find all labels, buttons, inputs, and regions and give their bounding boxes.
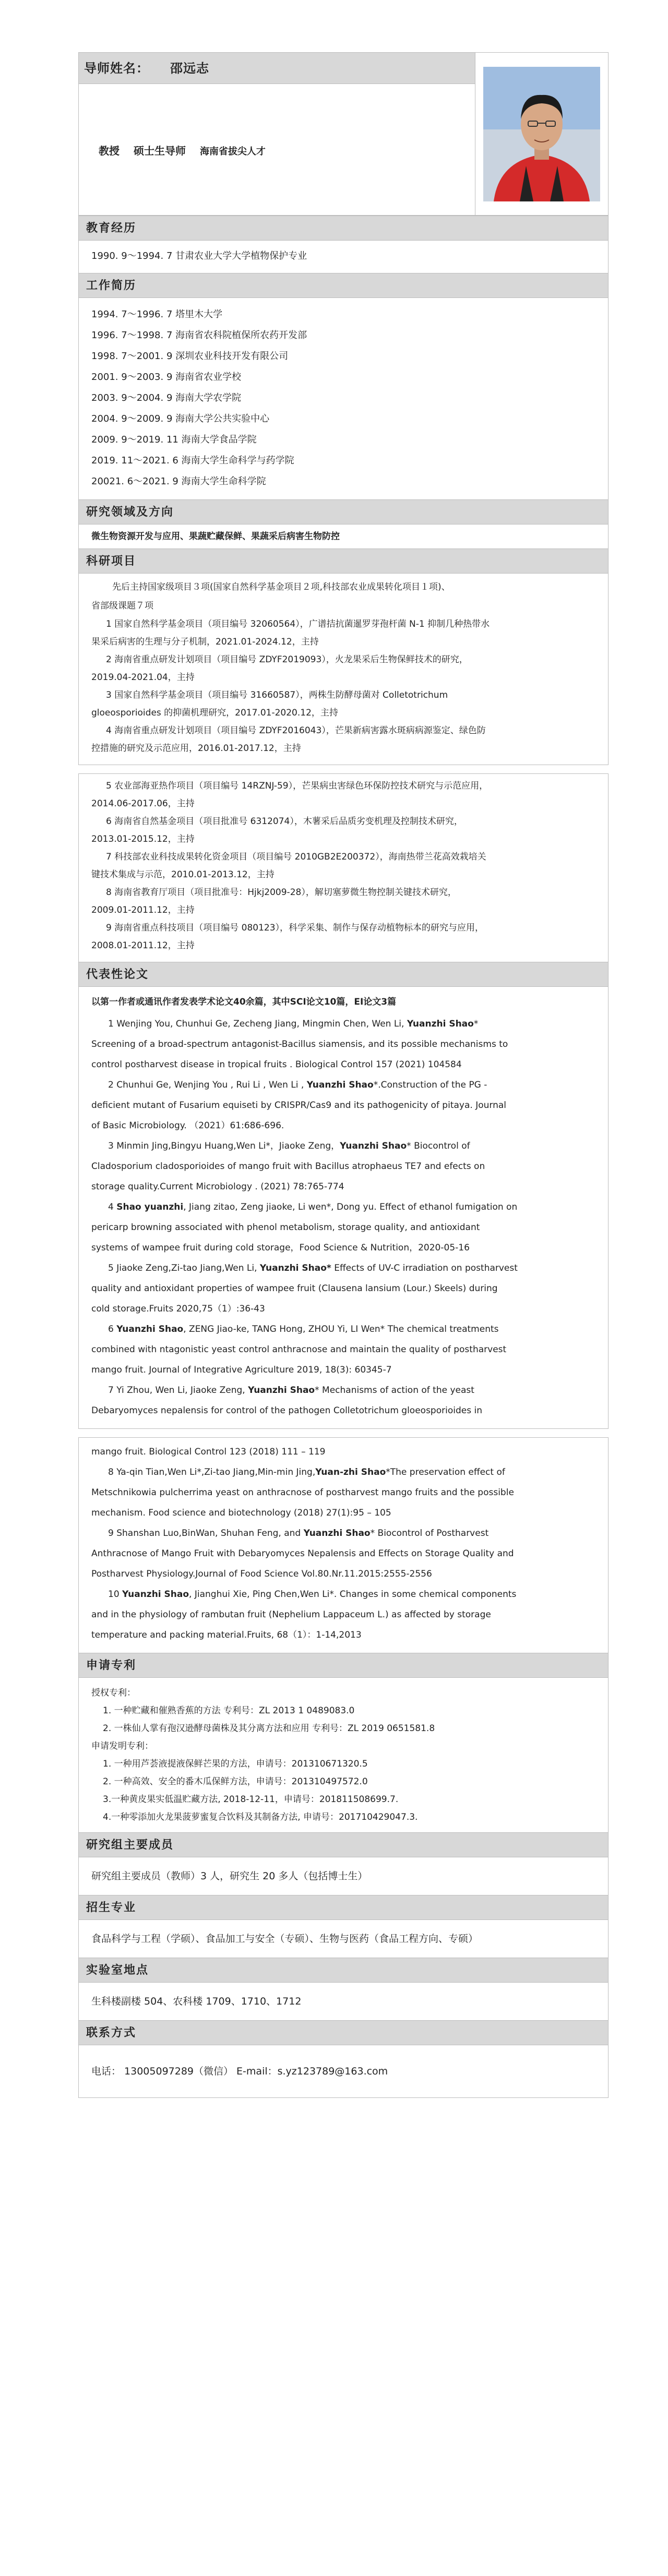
publication-rest: *The preservation effect of [386,1467,505,1477]
publication-item [91,1319,595,1380]
work-item: 20021. 6～2021. 9 海南大学生命科学院 [91,476,266,487]
publication-line: of Basic Microbiology. （2021）61:686-696. [91,1120,284,1131]
publication-item [91,1523,595,1584]
contact-text: 电话： 13005097289（微信） E-mail：s.yz123789@163.com [91,2066,388,2077]
profile-header [79,53,608,216]
publication-rest: * Mechanisms of action of the yeast [315,1385,474,1396]
profile-card-3 [78,1437,609,2098]
team-heading: 研究组主要成员 [79,1832,608,1857]
publication-author-highlight: Yuanzhi Shao [407,1019,474,1029]
publication-rest: , Jianghui Xie, Ping Chen,Wen Li*. Changes in some chemical components [189,1589,517,1600]
publication-authors: 2 Chunhui Ge, Wenjing You , Rui Li , Wen Li , [108,1080,307,1090]
project-item [91,884,595,919]
project-line: 2019.04-2021.04，主持 [91,672,195,683]
publication-line [91,1319,595,1340]
profile-card-2 [78,773,609,1429]
project-line: 8 海南省教育厅项目（项目批准号：Hjkj2009-28），解切塞萝微生物控制关键技术研究， [106,887,457,898]
title-master-supervisor: 硕士生导师 [133,145,186,157]
work-heading: 工作简历 [79,273,608,298]
publication-author-highlight: Yuan-zhi Shao [315,1467,386,1477]
publications-heading: 代表性论文 [79,962,608,987]
project-line: gloeosporioides 的抑菌机理研究，2017.01-2020.12，主持 [91,708,338,718]
project-line: 键技术集成与示范，2010.01-2013.12，主持 [91,869,275,880]
publication-item [91,1462,595,1523]
work-item: 1998. 7～2001. 9 深圳农业科技开发有限公司 [91,351,289,362]
project-line: 2014.06-2017.06，主持 [91,798,195,809]
profile-header-left [79,53,475,215]
name-label: 导师姓名： [84,61,149,76]
publication-author-highlight: Shao yuanzhi [116,1202,184,1212]
name-row [79,53,475,84]
projects-list-continued [79,774,608,962]
project-line: 2 海南省重点研发计划项目（项目编号 ZDYF2019093），火龙果采后生物保鲜技术的研究， [106,654,468,665]
publication-rest: *.Construction of the PG - [373,1080,487,1090]
publication-line: mango fruit. Journal of Integrative Agriculture 2019, 18(3): 60345-7 [91,1365,392,1375]
patents-list [79,1678,608,1832]
title-talent: 海南省拔尖人才 [199,146,266,157]
publications-list-continued [79,1438,608,1653]
lab-heading: 实验室地点 [79,1958,608,1983]
project-line: 1 国家自然科学基金项目（项目编号 32060564），广谱拮抗菌暹罗芽孢杆菌 N-1 抑制几种热带水 [106,619,490,629]
publication-authors: 7 Yi Zhou, Wen Li, Jiaoke Zeng, [108,1385,248,1396]
publication-rest: * Biocontrol of [407,1141,470,1151]
publication-item [91,1258,595,1319]
publication-author-highlight: Yuanzhi Shao [116,1324,184,1334]
publication-line [91,1258,595,1279]
education-heading: 教育经历 [79,216,608,241]
publication-author-highlight: Yuanzhi Shao [306,1080,374,1090]
publication-item [91,1136,595,1197]
project-item [91,615,595,651]
projects-list [79,574,608,765]
publication-author-highlight: Yuanzhi Shao [248,1385,315,1396]
photo-cell [475,53,608,215]
publication-line: Postharvest Physiology.Journal of Food Science Vol.80.Nr.11.2015:2555-2556 [91,1569,432,1579]
publication-line: mango fruit. Biological Control 123 (2018) 111 – 119 [91,1447,326,1457]
publication-rest: Effects of UV-C irradiation on postharvest [331,1263,518,1273]
publication-line: combined with ntagonistic yeast control anthracnose and maintain the quality of postharvest [91,1344,507,1355]
publication-authors: 10 [108,1589,123,1600]
publication-item [91,1014,595,1075]
title-row [79,84,475,158]
work-item: 2004. 9～2009. 9 海南大学公共实验中心 [91,413,270,424]
advisor-photo [483,67,600,201]
publication-line: temperature and packing material.Fruits, 68（1）：1-14,2013 [91,1630,362,1640]
projects-intro-line: 先后主持国家级项目３项(国家自然科学基金项目２项,科技部农业成果转化项目１项)、 [112,582,450,592]
publication-rest: * [473,1019,479,1029]
publication-item [91,1380,595,1421]
project-item [91,777,595,813]
publication-line [91,1075,595,1095]
work-item: 2003. 9～2004. 9 海南大学农学院 [91,392,242,403]
project-line: 6 海南省自然基金项目（项目批准号 6312074），木薯采后品质劣变机理及控制技术研究， [106,816,463,827]
research-text: 微生物资源开发与应用、果蔬贮藏保鲜、果蔬采后病害生物防控 [91,531,340,542]
project-item [91,722,595,757]
work-item: 1994. 7～1996. 7 塔里木大学 [91,309,223,320]
publication-authors: 9 Shanshan Luo,BinWan, Shuhan Feng, and [108,1528,304,1539]
project-item [91,813,595,848]
publication-line [91,1136,595,1156]
education-item: 1990. 9～1994. 7 甘肃农业大学大学植物保护专业 [91,251,307,261]
research-heading: 研究领域及方向 [79,499,608,524]
publications-list [79,1014,608,1428]
publication-line: Anthracnose of Mango Fruit with Debaryomyces Nepalensis and Effects on Storage Quality and [91,1548,514,1559]
publication-authors: 3 Minmin Jing,Bingyu Huang,Wen Li*，Jiaoke Zeng， [108,1141,340,1151]
patents-applied-label: 申请发明专利： [91,1741,153,1751]
publication-item [91,1075,595,1136]
work-item: 2001. 9～2003. 9 海南省农业学校 [91,372,242,383]
patent-item: 1. 一种贮藏和催熟香蕉的方法 专利号：ZL 2013 1 0489083.0 [103,1706,355,1716]
publication-line: systems of wampee fruit during cold storage，Food Science & Nutrition，2020-05-16 [91,1243,470,1253]
work-item: 2009. 9～2019. 11 海南大学食品学院 [91,434,257,445]
publication-authors: 1 Wenjing You, Chunhui Ge, Zecheng Jiang, Mingmin Chen, Wen Li, [108,1019,407,1029]
work-item: 2019. 11～2021. 6 海南大学生命科学与药学院 [91,455,294,466]
contact-heading: 联系方式 [79,2020,608,2045]
publication-authors: 4 [108,1202,117,1212]
project-line: 5 农业部海亚热作项目（项目编号 14RZNJ-59），芒果病虫害绿色环保防控技术研究与示范应用， [106,781,488,791]
publication-author-highlight: Yuanzhi Shao [303,1528,371,1539]
publication-author-highlight: Yuanzhi Shao [340,1141,407,1151]
patent-item: 1. 一种用芦荟液提液保鲜芒果的方法，申请号：201310671320.5 [103,1759,368,1769]
publication-line: and in the physiology of rambutan fruit (Nephelium Lappaceum L.) as affected by storage [91,1609,491,1620]
patent-item: 2. 一种高效、安全的番木瓜保鲜方法，申请号：201310497572.0 [103,1776,368,1787]
publication-line: Cladosporium cladosporioides of mango fruit with Bacillus atrophaeus TE7 and efects on [91,1161,485,1172]
patents-heading: 申请专利 [79,1653,608,1678]
project-line: 2009.01-2011.12，主持 [91,905,195,915]
project-line: 果采后病害的生理与分子机制，2021.01-2024.12，主持 [91,637,319,647]
project-item [91,651,595,686]
majors-heading: 招生专业 [79,1895,608,1920]
publication-line [91,1197,595,1218]
title-professor: 教授 [99,145,120,157]
majors-text: 食品科学与工程（学硕）、食品加工与安全（专硕）、生物与医药（食品工程方向、专硕） [91,1933,479,1945]
publication-author-highlight: Yuanzhi Shao* [259,1263,331,1273]
project-line: 控措施的研究及示范应用，2016.01-2017.12，主持 [91,743,301,754]
project-line: 3 国家自然科学基金项目（项目编号 31660587），两株生防酵母菌对 Colletotrichum [106,690,448,700]
project-item [91,848,595,884]
publication-line [91,1523,595,1544]
projects-heading: 科研项目 [79,548,608,574]
patent-item: 4.一种零添加火龙果菠萝蜜复合饮料及其制备方法, 申请号：201710429047.3. [103,1812,418,1822]
publication-item [91,1584,595,1645]
patent-item: 2. 一株仙人掌有孢汉逊酵母菌株及其分离方法和应用 专利号：ZL 2019 0651581.8 [103,1723,435,1734]
project-line: 4 海南省重点研发计划项目（项目编号 ZDYF2016043），芒果新病害露水斑病病源鉴定、绿色防 [106,725,486,736]
publication-rest: , Jiang zitao, Zeng jiaoke, Li wen*, Dong yu. Effect of ethanol fumigation on [183,1202,518,1212]
work-list [79,298,608,499]
work-item: 1996. 7～1998. 7 海南省农科院植保所农药开发部 [91,330,307,341]
publications-summary: 以第一作者或通讯作者发表学术论文40余篇，其中SCI论文10篇，EI论文3篇 [91,997,397,1007]
publication-line: Metschnikowia pulcherrima yeast on anthracnose of postharvest mango fruits and the possible [91,1487,514,1498]
publication-line: deficient mutant of Fusarium equiseti by CRISPR/Cas9 and its pathogenicity of pitaya. Journal [91,1100,506,1111]
publication-line [91,1380,595,1401]
publication-line: storage quality.Current Microbiology . (2021) 78:765-774 [91,1182,344,1192]
publication-line [91,1014,595,1034]
publication-line: mechanism. Food science and biotechnology (2018) 27(1):95 – 105 [91,1508,391,1518]
publication-rest: * Biocontrol of Postharvest [370,1528,489,1539]
projects-intro-line: 省部级课题７项 [91,601,153,611]
publication-line [91,1462,595,1483]
publication-authors: 8 Ya-qin Tian,Wen Li*,Zi-tao Jiang,Min-min Jing, [108,1467,316,1477]
publication-authors: 6 [108,1324,117,1334]
publication-line: Screening of a broad-spectrum antagonist-Bacillus siamensis, and its possible mechanisms to [91,1039,508,1050]
patents-granted-label: 授权专利： [91,1688,136,1698]
project-item [91,919,595,955]
publication-line [91,1584,595,1605]
lab-text: 生科楼副楼 504、农科楼 1709、1710、1712 [91,1996,302,2007]
publication-item [91,1197,595,1258]
project-line: 7 科技部农业科技成果转化资金项目（项目编号 2010GB2E200372），海南热带兰花高效栽培关 [106,852,486,862]
patent-item: 3.一种黄皮果实低温贮藏方法, 2018-12-11，申请号：201811508699.7. [103,1794,399,1805]
publication-authors: 5 Jiaoke Zeng,Zi-tao Jiang,Wen Li, [108,1263,260,1273]
education-list [79,241,608,273]
profile-card-1 [78,52,609,765]
project-line: 9 海南省重点科技项目（项目编号 080123），科学采集、制作与保存动植物标本的研究与应用， [106,923,484,933]
team-text: 研究组主要成员（教师）3 人，研究生 20 多人（包括博士生） [91,1870,368,1882]
publication-line: Debaryomyces nepalensis for control of the pathogen Colletotrichum gloeosporioides in [91,1405,482,1416]
project-item [91,686,595,722]
project-line: 2008.01-2011.12，主持 [91,940,195,951]
publication-line: quality and antioxidant properties of wampee fruit (Clausena lansium (Lour.) Skeels) during [91,1283,498,1294]
publication-line: pericarp browning associated with phenol metabolism, storage quality, and antioxidant [91,1222,480,1233]
advisor-name: 邵远志 [170,61,209,76]
publication-line: cold storage.Fruits 2020,75（1）:36-43 [91,1304,265,1314]
publication-rest: , ZENG Jiao-ke, TANG Hong, ZHOU Yi, LI Wen* The chemical treatments [183,1324,499,1334]
publication-author-highlight: Yuanzhi Shao [122,1589,189,1600]
project-line: 2013.01-2015.12，主持 [91,834,195,844]
publication-line: control postharvest disease in tropical fruits . Biological Control 157 (2021) 104584 [91,1059,462,1070]
